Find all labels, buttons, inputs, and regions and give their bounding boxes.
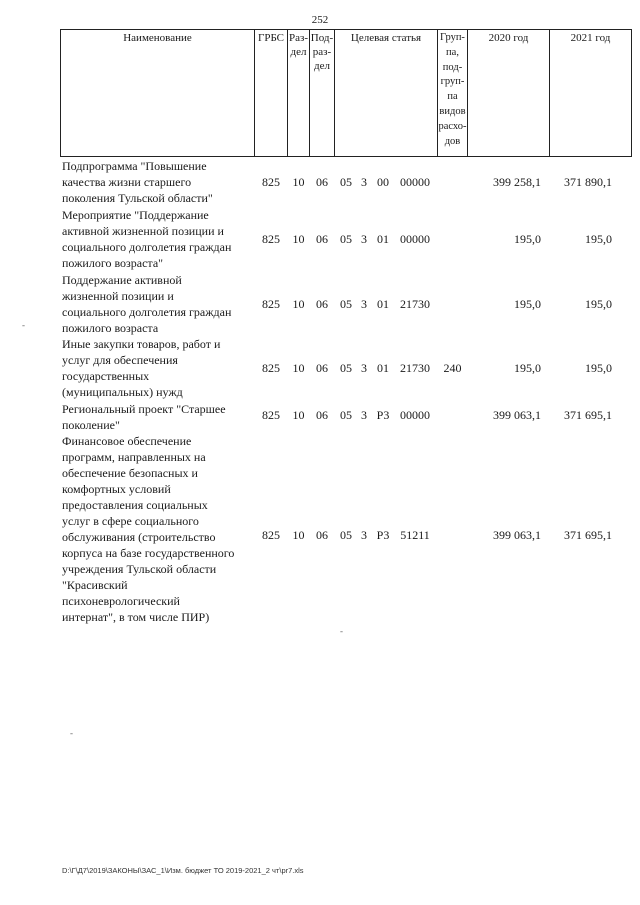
cell-target-2: 3: [361, 408, 367, 422]
cell-target-4: 00000: [400, 232, 430, 246]
cell-2021: 195,0: [585, 361, 612, 375]
cell-podrazdel: 06: [316, 232, 328, 246]
header-divider: [334, 29, 335, 157]
cell-target-4: 00000: [400, 175, 430, 189]
cell-grbs: 825: [262, 408, 280, 422]
cell-grbs: 825: [262, 528, 280, 542]
cell-podrazdel: 06: [316, 528, 328, 542]
page-number: 252: [311, 14, 329, 26]
cell-target-3: 01: [377, 232, 389, 246]
header-top-border: [60, 29, 631, 30]
cell-target-1: 05: [340, 297, 352, 311]
header-podrazdel: Под- раз- дел: [310, 32, 334, 72]
cell-razdel: 10: [292, 361, 305, 375]
header-2020: 2020 год: [488, 32, 529, 44]
cell-group: 240: [443, 361, 462, 375]
cell-target-3: P3: [376, 408, 390, 422]
row-name: Финансовое обеспечение программ, направленных на обеспечение безопасных и комфортных условий предоставления социальных услуг в сфере социального обслуживания (строительство корпуса на базе государственного учреждения Тульской области "Красивский психоневрологический интернат", в том числе ПИР): [62, 434, 235, 624]
header-divider: [549, 29, 550, 157]
cell-target-3: 01: [377, 361, 389, 375]
cell-grbs: 825: [262, 232, 280, 246]
header-divider: [467, 29, 468, 157]
header-divider: [254, 29, 255, 157]
cell-target-3: 00: [377, 175, 389, 189]
cell-2020: 195,0: [514, 297, 541, 311]
cell-2021: 371 695,1: [564, 408, 612, 422]
cell-2020: 399 063,1: [493, 408, 541, 422]
cell-razdel: 10: [292, 297, 305, 311]
header-divider: [60, 29, 61, 157]
cell-razdel: 10: [292, 232, 305, 246]
cell-2021: 195,0: [585, 232, 612, 246]
cell-grbs: 825: [262, 361, 280, 375]
row-name: Мероприятие "Поддержание активной жизненной позиции и социального долголетия граждан пожилого возраста": [62, 208, 232, 270]
row-name: Региональный проект "Старшее поколение": [62, 402, 226, 432]
header-razdel: Раз- дел: [288, 32, 308, 58]
scan-speck: -: [22, 320, 25, 330]
cell-target-4: 21730: [400, 361, 430, 375]
header-divider: [631, 29, 632, 157]
cell-2020: 399 063,1: [493, 528, 541, 542]
cell-target-1: 05: [340, 528, 352, 542]
scan-speck: -: [70, 728, 73, 738]
header-bottom-border: [60, 156, 631, 157]
header-grbs: ГРБС: [257, 32, 285, 44]
row-name: Иные закупки товаров, работ и услуг для обеспечения государственных (муниципальных) нужд: [62, 337, 221, 399]
cell-target-4: 21730: [400, 297, 430, 311]
cell-target-1: 05: [340, 232, 352, 246]
cell-2020: 195,0: [514, 232, 541, 246]
cell-target-2: 3: [361, 361, 367, 375]
header-group: Груп- па, под- груп- па видов расхо- дов: [438, 32, 467, 147]
cell-2021: 371 695,1: [564, 528, 612, 542]
cell-target-2: 3: [361, 297, 367, 311]
cell-2021: 371 890,1: [564, 175, 612, 189]
cell-grbs: 825: [262, 297, 280, 311]
cell-target-3: P3: [376, 528, 390, 542]
row-name: Поддержание активной жизненной позиции и социального долголетия граждан пожилого возраста: [62, 273, 232, 335]
header-2021: 2021 год: [570, 32, 611, 44]
scan-speck: -: [340, 626, 343, 636]
cell-podrazdel: 06: [316, 175, 328, 189]
cell-target-1: 05: [340, 408, 352, 422]
file-path-footer: D:\Г\Д7\2019\ЗАКОНЫ\ЗАС_1\Изм. бюджет ТО 2019-2021_2 чт\pr7.xls: [62, 866, 304, 875]
header-name: Наименование: [123, 32, 192, 44]
cell-target-1: 05: [340, 175, 352, 189]
cell-2020: 195,0: [514, 361, 541, 375]
cell-podrazdel: 06: [316, 297, 328, 311]
cell-target-4: 00000: [400, 408, 430, 422]
cell-podrazdel: 06: [316, 361, 328, 375]
cell-podrazdel: 06: [316, 408, 328, 422]
cell-2021: 195,0: [585, 297, 612, 311]
cell-target-3: 01: [377, 297, 389, 311]
cell-razdel: 10: [292, 175, 305, 189]
cell-target-2: 3: [361, 175, 367, 189]
cell-target-2: 3: [361, 232, 367, 246]
row-name: Подпрограмма "Повышение качества жизни старшего поколения Тульской области": [62, 159, 213, 205]
cell-razdel: 10: [292, 528, 305, 542]
header-target: Целевая статья: [350, 32, 422, 44]
cell-target-4: 51211: [400, 528, 430, 542]
cell-2020: 399 258,1: [493, 175, 541, 189]
cell-grbs: 825: [262, 175, 280, 189]
cell-razdel: 10: [292, 408, 305, 422]
cell-target-1: 05: [340, 361, 352, 375]
cell-target-2: 3: [361, 528, 367, 542]
